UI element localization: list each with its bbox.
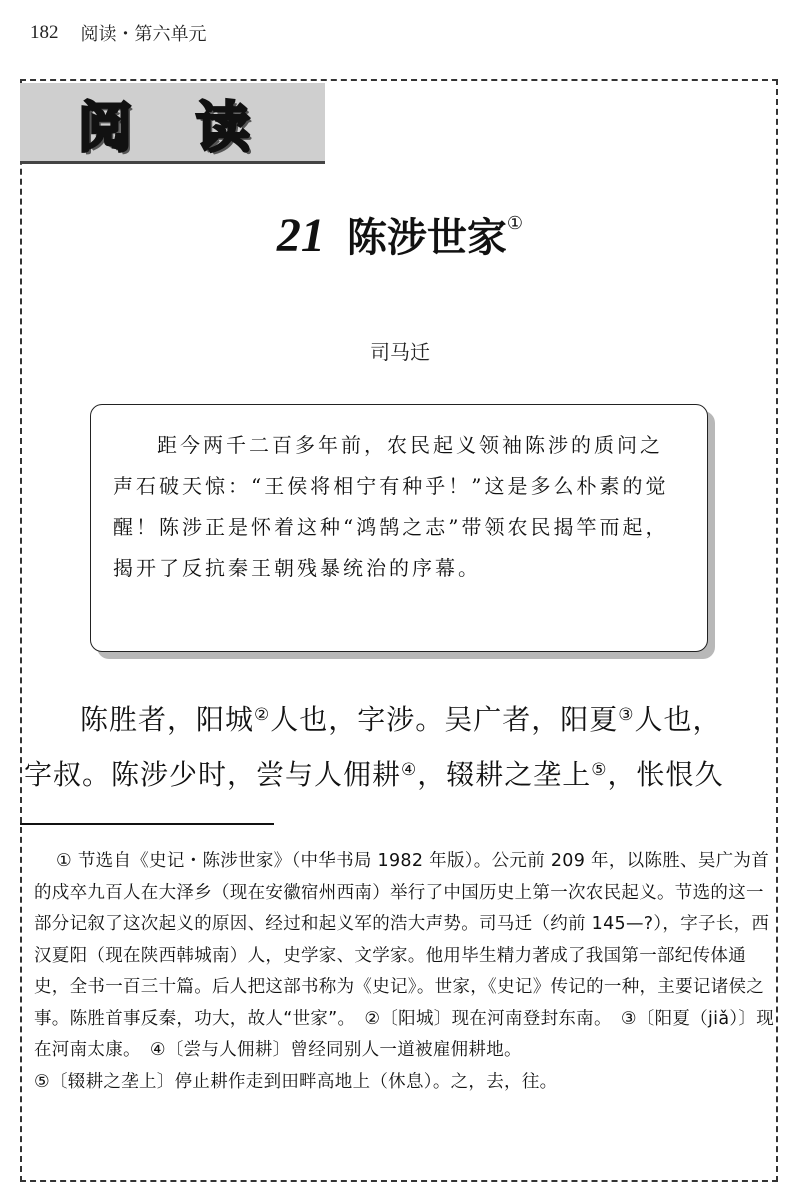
section-title: 阅读・第六单元 xyxy=(80,24,207,45)
footnote-divider xyxy=(20,823,274,825)
lesson-title-text xyxy=(347,214,523,260)
body-text xyxy=(24,690,776,800)
reading-banner xyxy=(20,83,325,164)
lesson-number: 21 xyxy=(276,209,325,262)
intro-box xyxy=(90,404,708,652)
page-number: 182 xyxy=(30,22,59,43)
footnotes xyxy=(34,846,778,1098)
body-segment: 人也， xyxy=(634,703,722,736)
footnote-1: ① 节选自《史记・陈涉世家》（中华书局 1982 年版）。公元前 209 年，以陈胜、吴广为首的戍卒九百人在大泽乡（现在安徽宿州西南）举行了中国历史上第一次农民起义。节选的这一部分记叙了这次起义的原因、经过和起义军的浩大声势。司马迁（约前 145—?），字子长，西汉夏阳（现在陕西韩城南）人，史学家、文学家。他用毕生精力著成了我国第一部纪传体通史，全书一百三十篇。后人把这部书称为《史记》。世家，《史记》传记的一种，主要记诸侯之事。陈胜首事反秦，功大，故人“世家”。 ②〔阳城〕现在河南登封东南。 ③〔阳夏（jiǎ）〕现在河南太康。 ④〔尝与人佣耕〕曾经同别人一道被雇佣耕地。 xyxy=(34,851,775,1060)
body-segment: ，怅恨久 xyxy=(607,758,724,791)
footnote-mark-2[interactable]: ② xyxy=(254,705,271,725)
body-segment: 人也，字涉。吴广者，阳夏 xyxy=(270,703,619,736)
body-line-1 xyxy=(24,690,776,745)
title-footnote-mark[interactable]: ① xyxy=(506,213,524,234)
body-line-2 xyxy=(24,745,776,800)
footnote-5: ⑤〔辍耕之垄上〕停止耕作走到田畔高地上（休息）。之，去，往。 xyxy=(34,1071,558,1092)
footnote-mark-3[interactable]: ③ xyxy=(618,705,635,725)
author: 司马迁 xyxy=(370,340,430,364)
intro-text: 距今两千二百多年前，农民起义领袖陈涉的质问之声石破天惊：“王侯将相宁有种乎！”这是多么朴素的觉醒！陈涉正是怀着这种“鸿鹄之志”带领农民揭竿而起，揭开了反抗秦王朝残暴统治的序幕。 xyxy=(113,433,669,580)
body-segment: 陈胜者，阳城 xyxy=(80,703,255,736)
footnote-mark-4[interactable]: ④ xyxy=(401,760,418,780)
banner-label: 阅读 xyxy=(78,96,314,159)
body-segment: 字叔。陈涉少时，尝与人佣耕 xyxy=(24,758,402,791)
footnote-mark-5[interactable]: ⑤ xyxy=(591,760,608,780)
body-segment: ，辍耕之垄上 xyxy=(417,758,592,791)
title-label: 陈涉世家 xyxy=(346,215,507,261)
lesson-title xyxy=(0,209,800,262)
running-header xyxy=(30,18,207,48)
